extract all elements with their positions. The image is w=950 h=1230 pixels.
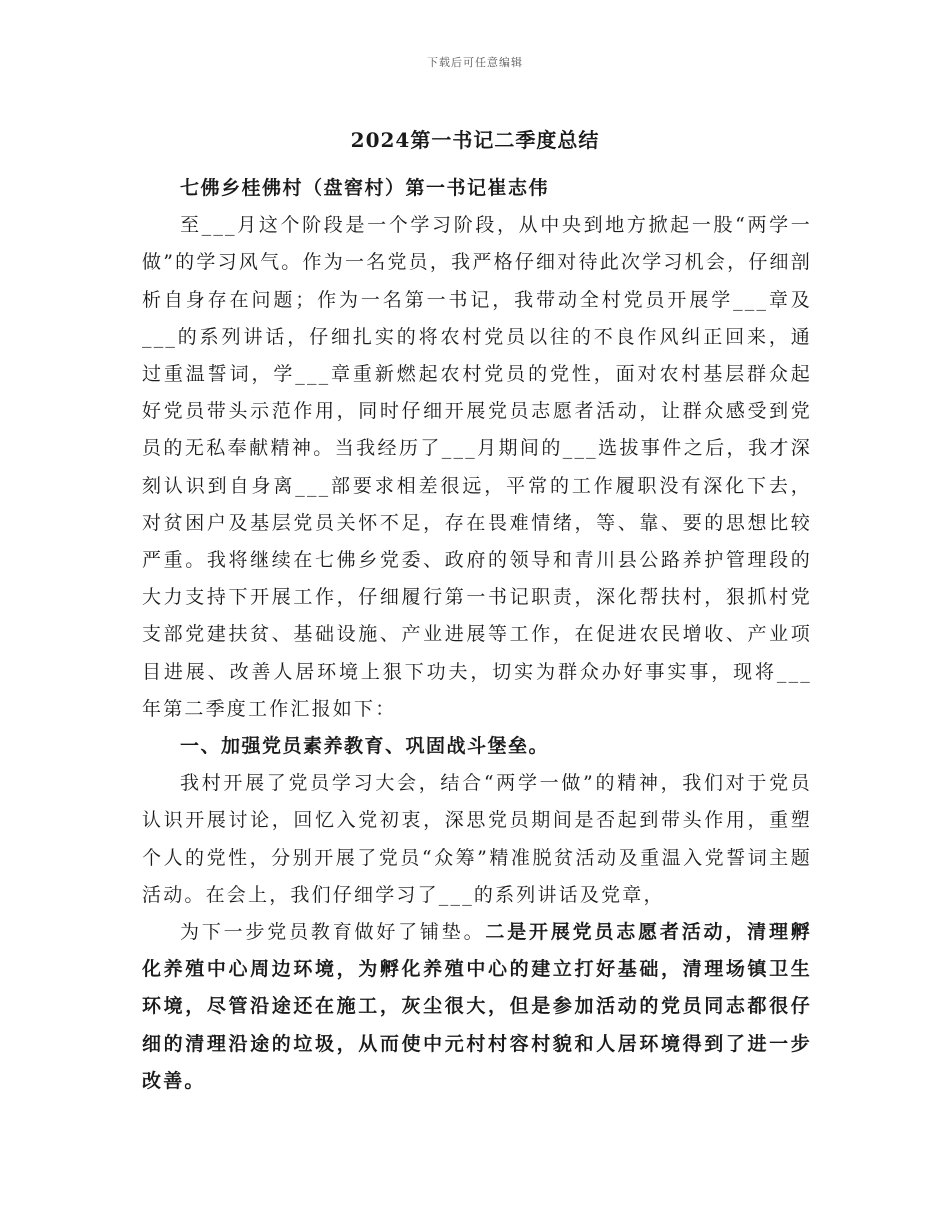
document-body: [142, 170, 812, 1100]
paragraph-volunteer-bold: 二是开展党员志愿者活动，清理孵化养殖中心周边环境，为孵化养殖中心的建立打好基础，清理场镇卫生环境，尽管沿途还在施工，灰尘很大，但是参加活动的党员同志都很仔细的清理沿途的垃圾，从而使中元村村容村貌和人居环境得到了进一步改善。: [142, 921, 812, 1092]
section-heading-1: 一、加强党员素养教育、巩固战斗堡垒。: [180, 735, 550, 758]
header-note: 下载后可任意编辑: [427, 56, 523, 69]
document-subtitle: 七佛乡桂佛村（盘窖村）第一书记崔志伟: [180, 177, 550, 199]
paragraph-party-study: 我村开展了党员学习大会，结合“两学一做”的精神，我们对于党员认识开展讨论，回忆入党初衷，深思党员期间是否起到带头作用，重塑个人的党性，分别开展了党员“众筹”精准脱贫活动及重温入党誓词主题活动。在会上，我们仔细学习了___的系列讲话及党章，: [142, 772, 812, 906]
paragraph-volunteer-lead: 为下一步党员教育做好了铺垫。: [180, 921, 486, 944]
document-title: 2024第一书记二季度总结: [350, 128, 600, 152]
paragraph-intro: 至___月这个阶段是一个学习阶段，从中央到地方掀起一股“两学一做”的学习风气。作为一名党员，我严格仔细对待此次学习机会，仔细剖析自身存在问题；作为一名第一书记，我带动全村党员开展学___章及___的系列讲话，仔细扎实的将农村党员以往的不良作风纠正回来，通过重温誓词，学___章重新燃起农村党员的党性，面对农村基层群众起好党员带头示范作用，同时仔细开展党员志愿者活动，让群众感受到党员的无私奉献精神。当我经历了___月期间的___选拔事件之后，我才深刻认识到自身离___部要求相差很远，平常的工作履职没有深化下去，对贫困户及基层党员关怀不足，存在畏难情绪，等、靠、要的思想比较严重。我将继续在七佛乡党委、政府的领导和青川县公路养护管理段的大力支持下开展工作，仔细履行第一书记职责，深化帮扶村，狠抓村党支部党建扶贫、基础设施、产业进展等工作，在促进农民增收、产业项目进展、改善人居环境上狠下功夫，切实为群众办好事实事，现将___年第二季度工作汇报如下：: [142, 214, 812, 720]
paragraph-volunteer: [142, 914, 812, 1100]
